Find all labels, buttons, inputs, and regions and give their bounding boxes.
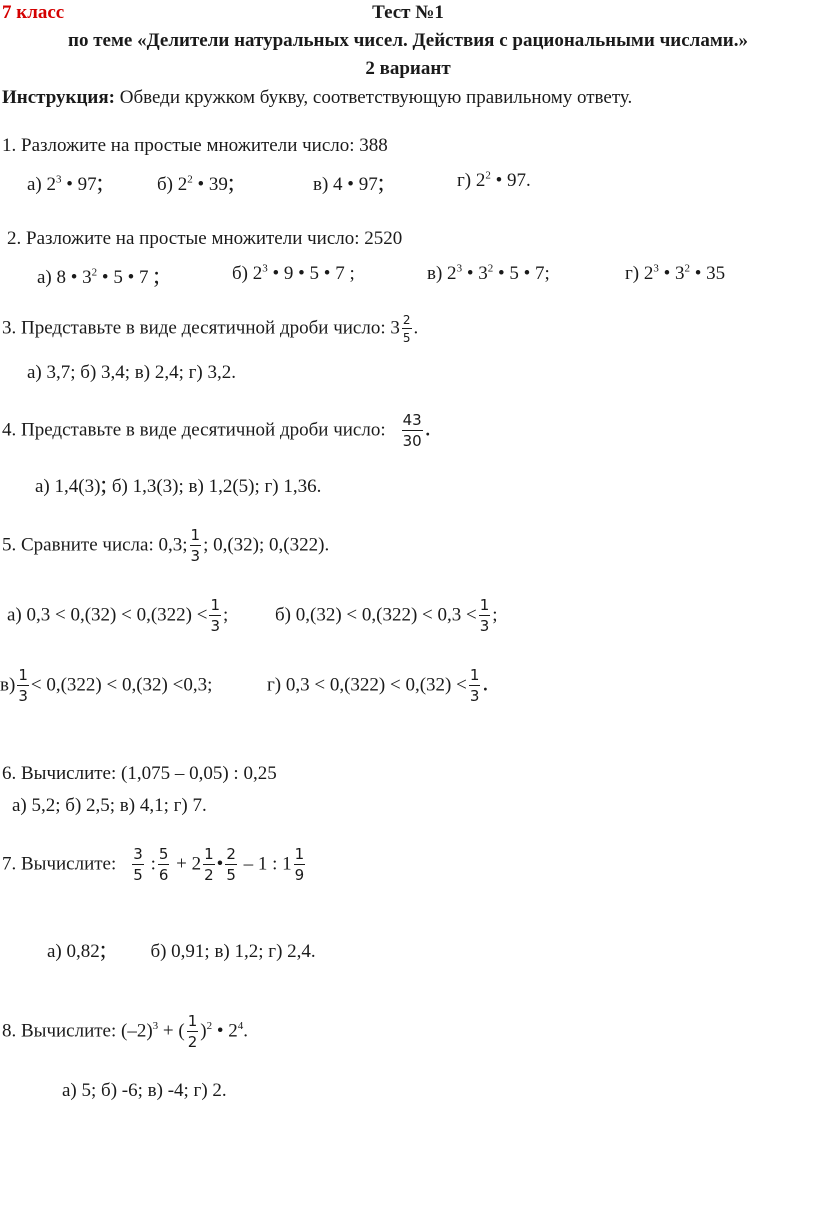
q2-answer-d[interactable]: г) $2^3$ • $3^2$ • 35 — [625, 262, 726, 284]
q4-answers[interactable]: а) 1,4(3); б) 1,3(3); в) 1,2(5); г) 1,36. — [35, 472, 322, 498]
instruction-text: Обведи кружком букву, соответствующую правильному ответу. — [115, 87, 633, 108]
q3-answers[interactable]: а) 3,7; б) 3,4; в) 2,4; г) 3,2. — [27, 362, 237, 383]
q2-answer-c[interactable]: в) $2^3$ • $3^2$ • 5 • 7; — [427, 262, 550, 284]
q8-expression: 8. Вычислите: $(-2)^3$ + ( $\frac{1}{2}$ )$^2$ • $2^4$. — [2, 1012, 248, 1051]
q5-answer-a[interactable]: а) 0,3 < 0,(32) < 0,(322) < $\frac{1}{3}$ ; — [7, 596, 229, 635]
q5-fraction: $\frac{1}{3}$ — [190, 526, 201, 565]
q2-answer-b[interactable]: б) $2^3$ • 9 • 5 • 7 ; — [232, 262, 355, 284]
q3-fraction: $\frac{2}{5}$ — [402, 313, 411, 345]
q1-answer-b[interactable]: б) $2^2$ • 39; — [157, 170, 235, 196]
test-topic: по теме «Делители натуральных чисел. Действия с рациональными числами.» — [68, 30, 748, 51]
grade-label: 7 класс — [2, 2, 65, 23]
q5-answer-c[interactable]: в) $\frac{1}{3}$ < 0,(322) < 0,(32) <0,3; — [0, 666, 213, 705]
q2-answer-a[interactable]: а) 8 • $3^2$ • 5 • 7 ; — [37, 263, 160, 289]
q1-answer-a[interactable]: а) $2^3$ • 97; — [27, 170, 104, 196]
q1-text: 1. Разложите на простые множители число: 388 — [2, 135, 388, 156]
q5-answer-d[interactable]: г) 0,3 < 0,(322) < 0,(32) < $\frac{1}{3}$ . — [267, 666, 489, 705]
q5-answer-b[interactable]: б) 0,(32) < 0,(322) < 0,3 < $\frac{1}{3}$ ; — [275, 596, 498, 635]
q6-text: 6. Вычислите: (1,075 – 0,05) : 0,25 — [2, 763, 277, 784]
q2-text: 2. Разложите на простые множители число: 2520 — [7, 228, 403, 249]
variant-label: 2 вариант — [365, 58, 451, 79]
instruction — [2, 87, 632, 109]
q4-text: 4. Представьте в виде десятичной дроби число: $\frac{43}{30}$ . — [2, 411, 431, 450]
instruction-label: Инструкция: — [2, 87, 115, 108]
q4-fraction: $\frac{43}{30}$ — [402, 411, 422, 450]
q5-text: 5. Сравните числа: 0,3; $\frac{1}{3}$ ; 0,(32); 0,(322). — [2, 526, 330, 565]
q3-text: 3. Представьте в виде десятичной дроби число: 3 $\frac{2}{5}$ . — [2, 313, 419, 345]
q8-answers[interactable]: а) 5; б) -6; в) -4; г) 2. — [62, 1080, 227, 1101]
q1-answer-d[interactable]: г) $2^2$ • 97. — [457, 169, 531, 191]
q7-answers[interactable]: а) 0,82; б) 0,91; в) 1,2; г) 2,4. — [47, 937, 316, 963]
test-title: Тест №1 — [372, 2, 444, 23]
q7-expression: 7. Вычислите: $\frac{3}{5}$ : $\frac{5}{6}$ + 2 $\frac{1}{2}$ • $\frac{2}{5}$ – 1 : 1 $\frac{1}{9}$ — [2, 845, 305, 884]
q1-answer-c[interactable]: в) 4 • 97; — [313, 170, 385, 196]
q6-answers[interactable]: а) 5,2; б) 2,5; в) 4,1; г) 7. — [12, 795, 207, 816]
